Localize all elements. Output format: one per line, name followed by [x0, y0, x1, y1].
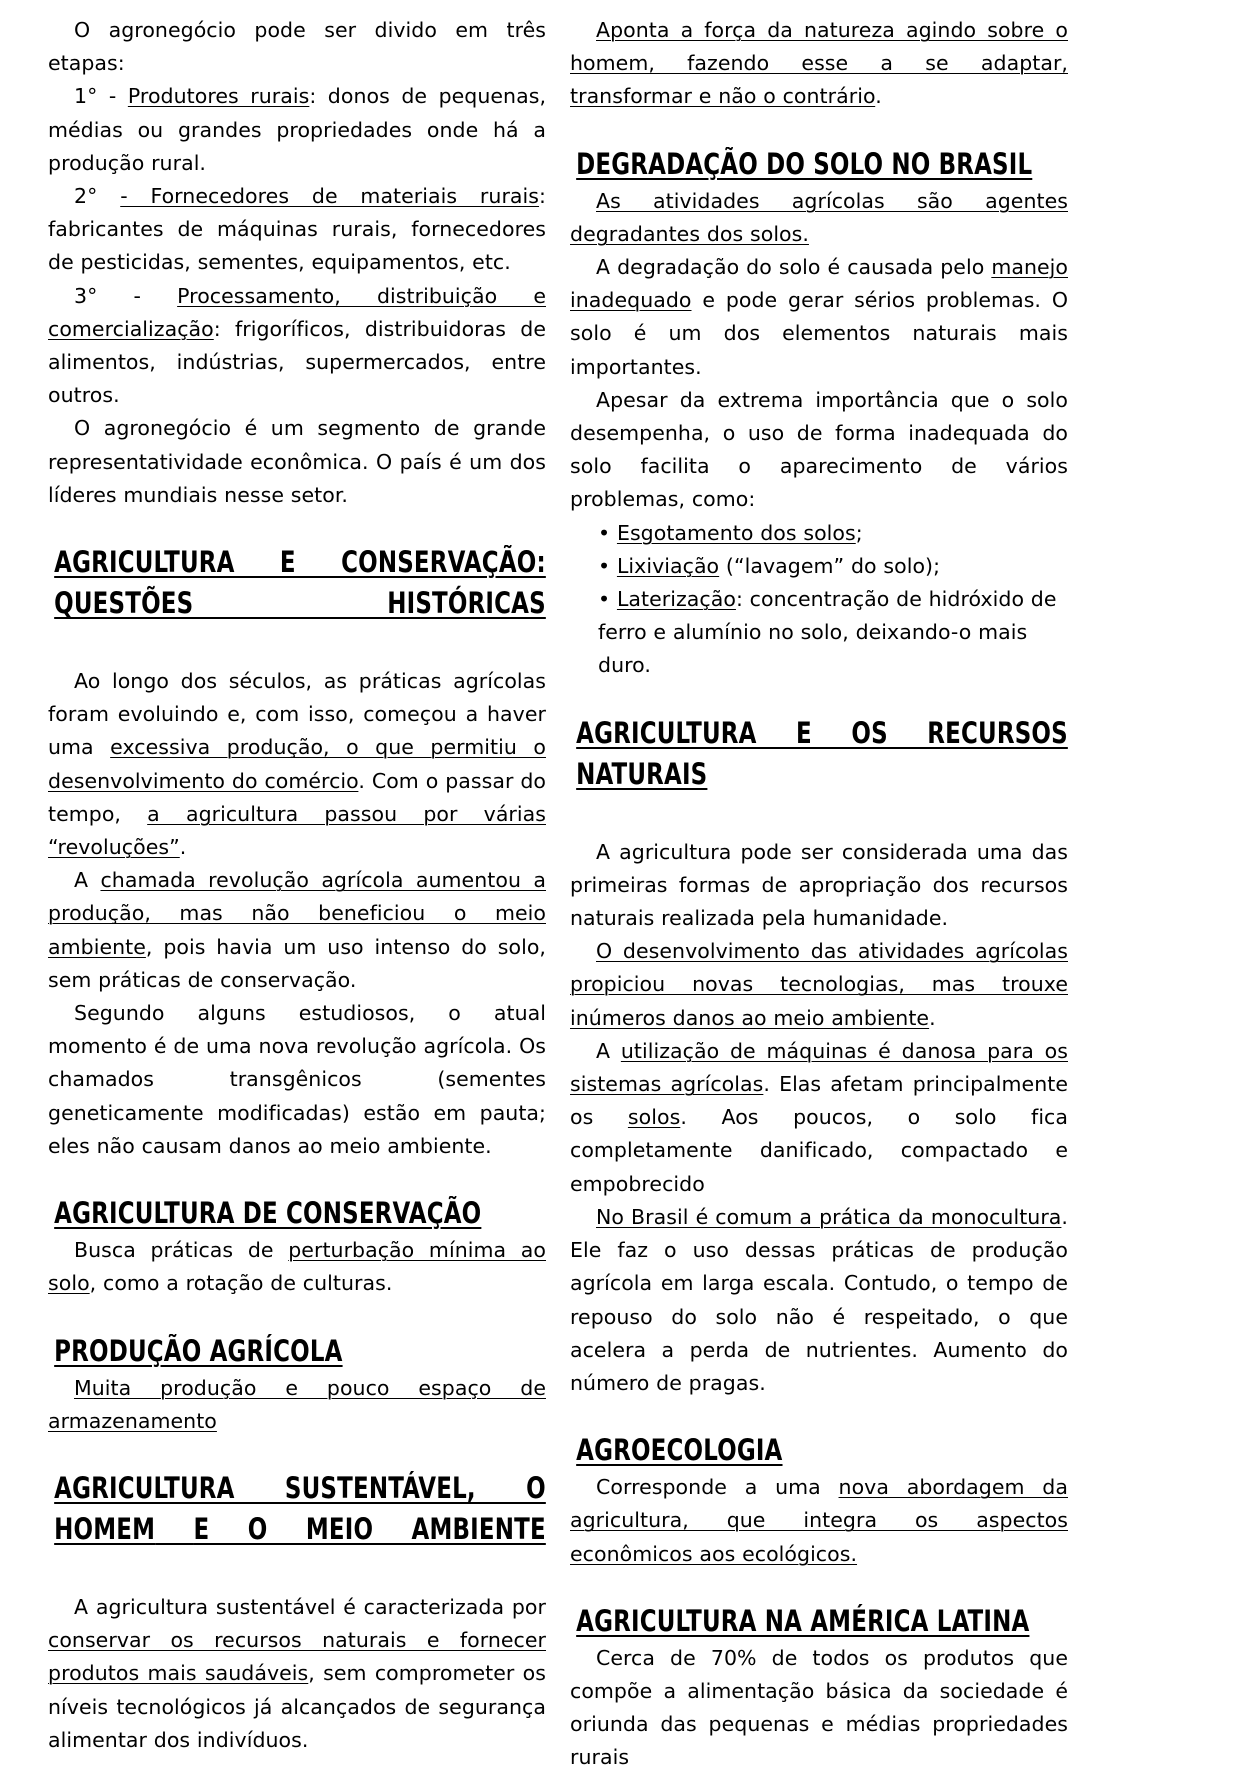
- text: 1° -: [74, 84, 128, 109]
- text: . Com o passar do tempo,: [48, 768, 546, 826]
- text: (“lavagem” do solo);: [719, 553, 941, 578]
- right-column: [570, 14, 1068, 1775]
- paragraph-cerca-de-70-porcento: [570, 1642, 1068, 1775]
- bullet-icon: •: [598, 520, 611, 545]
- underlined-term: As atividades agrícolas são agentes degradantes dos solos.: [570, 188, 1068, 246]
- text: e pode gerar sérios problemas. O solo é um dos elementos naturais mais importantes.: [570, 288, 1068, 379]
- underlined-term: conservar os recursos naturais e fornecer produtos mais saudáveis: [48, 1628, 546, 1686]
- underlined-term: a agricultura passou por várias “revoluções”: [48, 801, 546, 860]
- paragraph-utilizacao-maquinas: [570, 1035, 1068, 1201]
- underlined-term: Lixiviação: [616, 553, 720, 578]
- paragraph-etapa-2: [48, 180, 546, 280]
- spacer: [48, 512, 546, 542]
- text: . Aos poucos, o solo fica completamente danificado, compactado e empobrecido: [570, 1105, 1068, 1196]
- text: A: [74, 868, 101, 893]
- spacer: [48, 1163, 546, 1193]
- paragraph-atividades-agricolas: [570, 185, 1068, 251]
- paragraph-primeiras-formas: [570, 836, 1068, 936]
- text: Ao longo dos séculos, as práticas agrícolas foram evoluindo e, com isso, começou a haver uma: [48, 669, 546, 760]
- text: A: [596, 1038, 621, 1063]
- heading-degradacao-do-solo: DEGRADAÇÃO DO SOLO NO BRASIL: [576, 146, 1033, 181]
- heading-producao-agricola: PRODUÇÃO AGRÍCOLA: [54, 1333, 343, 1368]
- list-item-esgotamento: [570, 517, 1068, 550]
- paragraph-etapa-3: [48, 280, 546, 413]
- text: A agricultura pode ser considerada uma das primeiras formas de apropriação dos recursos naturais realizada pela humanidade.: [570, 839, 1068, 931]
- underlined-term: Muita produção e pouco espaço de armazenamento: [48, 1375, 546, 1433]
- paragraph-aponta-forca-natureza: [570, 14, 1068, 114]
- text: .: [929, 1005, 936, 1030]
- heading-agricultura-sustentavel: [48, 1468, 546, 1591]
- text: : frigoríficos, distribuidoras de alimentos, indústrias, supermercados, entre outros.: [48, 316, 546, 408]
- heading-agricultura-recursos-naturais: [570, 713, 1068, 836]
- underlined-term: chamada revolução agrícola aumentou a produção, mas não beneficiou o meio ambiente: [48, 868, 546, 959]
- paragraph-segmento-economico: [48, 412, 546, 512]
- paragraph-revolucao-agricola: [48, 864, 546, 997]
- spacer: [570, 114, 1068, 144]
- underlined-term: No Brasil é comum a prática da monocultura: [596, 1204, 1062, 1229]
- spacer: [570, 1571, 1068, 1601]
- paragraph-agronegocio-etapas: [48, 14, 546, 80]
- underlined-term: excessiva produção, o que permitiu o desenvolvimento do comércio: [48, 735, 546, 793]
- heading-line: AGRICULTURA SUSTENTÁVEL, O HOMEM: [54, 1470, 546, 1546]
- heading-agricultura-de-conservacao: AGRICULTURA DE CONSERVAÇÃO: [54, 1196, 482, 1231]
- heading-agroecologia: AGROECOLOGIA: [576, 1433, 783, 1468]
- underlined-term: Aponta a força da natureza agindo sobre o homem, fazendo esse a se adaptar, transformar e não o contrário: [570, 18, 1068, 109]
- text: 2°: [74, 184, 121, 209]
- text: : fabricantes de máquinas rurais, fornecedores de pesticidas, sementes, equipamentos, etc.: [48, 184, 546, 275]
- underlined-term: Esgotamento dos solos: [616, 520, 856, 545]
- paragraph-muita-producao: [48, 1372, 546, 1438]
- text: Cerca de 70% de todos os produtos que compõe a alimentação básica da sociedade é oriunda das pequenas e médias propriedades rurais: [570, 1645, 1068, 1770]
- text: : concentração de hidróxido de ferro e alumínio no solo, deixando-o mais duro.: [598, 587, 1057, 678]
- text: O agronegócio pode ser divido em três etapas:: [48, 18, 546, 76]
- heading-line: NATURAIS: [576, 756, 708, 791]
- text: . Elas afetam principalmente os: [570, 1072, 1068, 1130]
- list-item-lixiviacao: [570, 550, 1068, 583]
- paragraph-monocultura: [570, 1201, 1068, 1400]
- text: A degradação do solo é causada pelo: [596, 255, 992, 280]
- underlined-term: utilização de máquinas é danosa para os sistemas agrícolas: [570, 1038, 1068, 1097]
- paragraph-busca-praticas: [48, 1234, 546, 1300]
- heading-line: E O MEIO AMBIENTE: [193, 1511, 546, 1546]
- paragraph-ao-longo-dos-seculos: [48, 665, 546, 864]
- underlined-term: nova abordagem da agricultura, que integra os aspectos econômicos aos ecológicos.: [570, 1475, 1068, 1566]
- spacer: [48, 1301, 546, 1331]
- text: 3° -: [74, 283, 178, 308]
- spacer: [570, 683, 1068, 713]
- bullet-icon: •: [598, 553, 611, 578]
- spacer: [570, 1400, 1068, 1430]
- bullet-icon: •: [598, 587, 611, 612]
- paragraph-sustentavel-definicao: [48, 1591, 546, 1757]
- text: Busca práticas de: [74, 1238, 289, 1263]
- paragraph-agroecologia-definicao: [570, 1471, 1068, 1571]
- spacer: [48, 1438, 546, 1468]
- heading-agricultura-america-latina: AGRICULTURA NA AMÉRICA LATINA: [576, 1603, 1030, 1638]
- underlined-term: Laterização: [616, 587, 736, 612]
- paragraph-desenvolvimento-tecnologias: [570, 935, 1068, 1035]
- left-column: [48, 14, 546, 1757]
- underlined-term: O desenvolvimento das atividades agrícolas propiciou novas tecnologias, mas trouxe inúmeros danos ao meio ambiente: [570, 939, 1068, 1030]
- underlined-term: Processamento, distribuição e comercialização: [48, 283, 546, 341]
- paragraph-etapa-1: [48, 80, 546, 180]
- text: .: [179, 835, 187, 860]
- underlined-term: - Fornecedores de materiais rurais: [120, 184, 540, 209]
- paragraph-apesar-importancia: [570, 384, 1068, 517]
- text: , pois havia um uso intenso do solo, sem práticas de conservação.: [48, 934, 546, 992]
- text: . Ele faz o uso dessas práticas de produção agrícola em larga escala. Contudo, o tempo de repouso do solo não é respeitado, o que acelera a perda de nutrientes. Aumento do número de pragas.: [570, 1204, 1068, 1395]
- text: : donos de pequenas, médias ou grandes propriedades onde há a produção rural.: [48, 84, 547, 175]
- heading-agricultura-conservacao: [48, 542, 546, 665]
- underlined-term: solos: [627, 1105, 681, 1130]
- text: Apesar da extrema importância que o solo desempenha, o uso de forma inadequada do solo facilita o aparecimento de vários problemas, como:: [570, 387, 1068, 512]
- paragraph-degradacao-manejo: [570, 251, 1068, 384]
- heading-line: QUESTÕES HISTÓRICAS: [54, 586, 546, 621]
- two-column-layout: [48, 14, 1091, 1775]
- text: Segundo alguns estudiosos, o atual momento é de uma nova revolução agrícola. Os chamados transgênicos (sementes geneticamente modificadas) estão em pauta; eles não causam danos ao meio ambiente.: [48, 1001, 546, 1158]
- heading-line: AGRICULTURA E CONSERVAÇÃO:: [54, 545, 546, 580]
- list-item-laterizacao: [570, 583, 1068, 683]
- text: Corresponde a uma: [596, 1475, 839, 1500]
- text: A agricultura sustentável é caracterizada por: [74, 1594, 546, 1619]
- text: O agronegócio é um segmento de grande representatividade econômica. O país é um dos líderes mundiais nesse setor.: [48, 416, 546, 507]
- heading-line: AGRICULTURA E OS RECURSOS: [576, 715, 1068, 750]
- underlined-term: manejo inadequado: [570, 255, 1068, 313]
- paragraph-transgenicos: [48, 997, 546, 1163]
- underlined-term: Produtores rurais: [127, 84, 310, 109]
- text: , sem comprometer os níveis tecnológicos já alcançados de segurança alimentar dos indivíduos.: [48, 1661, 546, 1752]
- text: , como a rotação de culturas.: [89, 1271, 393, 1296]
- underlined-term: perturbação mínima ao solo: [48, 1238, 546, 1296]
- text: .: [875, 84, 882, 109]
- text: ;: [855, 520, 863, 545]
